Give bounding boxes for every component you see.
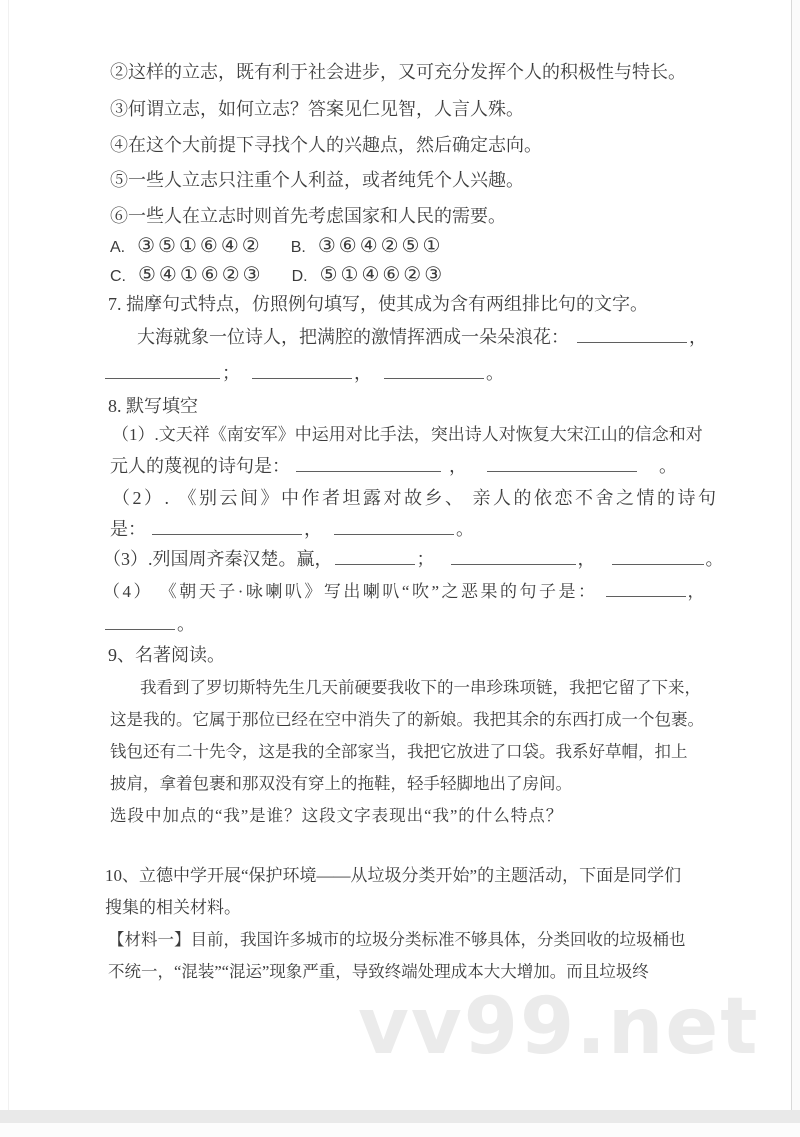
punctuation: 。 [659, 456, 677, 476]
answer-blank [335, 549, 415, 565]
answer-blank [384, 363, 484, 379]
q8-item2-line1: （2）. 《别云间》中作者坦露对故乡、 亲人的依恋不舍之情的诗句 [112, 488, 719, 508]
q8-item1-line1: （1）.文天祥《南安军》中运用对比手法，突出诗人对恢复大宋江山的信念和对 [112, 425, 703, 444]
punctuation: 。 [486, 363, 504, 383]
q9-passage-line-3: 钱包还有二十先令，这是我的全部家当，我把它放进了口袋。我系好草帽，扣上 [110, 742, 688, 761]
punctuation: 。 [177, 614, 195, 634]
page-right-edge [791, 0, 792, 1137]
q8-item2-lead: 是： [110, 519, 146, 539]
option-a-label: A. [110, 239, 126, 256]
answer-blank [612, 549, 704, 565]
q9-question: 选段中加点的“我”是谁？这段文字表现出“我”的什么特点？ [110, 806, 564, 825]
punctuation: ， [687, 582, 708, 601]
q7-example-text: 大海就象一位诗人，把满腔的激情挥洒成一朵朵浪花： [137, 327, 569, 347]
page-right-gutter [792, 0, 800, 1137]
answer-blank [252, 363, 352, 379]
answer-blank [152, 519, 302, 535]
punctuation: 。 [456, 519, 474, 539]
option-a-sequence: ③⑤①⑥④② [137, 233, 263, 257]
material-1-line-2: 不统一，“混装”“混运”现象严重，导致终端处理成本大大增加。而且垃圾终 [108, 962, 649, 981]
q8-item1-lead: 元人的蔑视的诗句是： [110, 456, 290, 476]
option-row-cd [110, 262, 445, 287]
q9-title: 9、名著阅读。 [108, 645, 225, 665]
punctuation: ， [449, 456, 467, 476]
q8-item4-line2 [103, 614, 195, 636]
page-left-edge [8, 0, 9, 1137]
q8-item1-line2 [110, 456, 677, 478]
punctuation: ， [689, 327, 707, 347]
option-b-sequence: ③⑥④②⑤① [317, 233, 444, 257]
q8-title: 8. 默写填空 [108, 396, 198, 416]
punctuation: ， [354, 363, 372, 383]
q9-passage-line-1: 我看到了罗切斯特先生几天前硬要我收下的一串珍珠项链，我把它留了下来， [140, 678, 701, 697]
q9-passage-line-4: 披肩，拿着包裹和那双没有穿上的拖鞋，轻手轻脚地出了房间。 [110, 774, 572, 793]
punctuation: ； [222, 363, 240, 383]
option-row-ab [110, 233, 443, 258]
q10-intro-line-1: 10、立德中学开展“保护环境——从垃圾分类开始”的主题活动，下面是同学们 [105, 866, 682, 885]
option-b-label: B. [290, 239, 306, 256]
numbered-statement-2: ②这样的立志，既有利于社会进步，又可充分发挥个人的积极性与特长。 [110, 62, 686, 82]
answer-blank [577, 327, 687, 343]
material-1-line-1: 【材料一】目前，我国许多城市的垃圾分类标准不够具体，分类回收的垃圾桶也 [108, 930, 686, 949]
answer-blank [105, 363, 220, 379]
q7-blank-line [103, 363, 504, 385]
answer-blank [451, 549, 576, 565]
q9-passage-line-2: 这是我的。它属于那位已经在空中消失了的新娘。我把其余的东西打成一个包裹。 [110, 710, 704, 729]
numbered-statement-6: ⑥一些人在立志时则首先考虑国家和人民的需要。 [110, 206, 506, 226]
punctuation: ， [577, 549, 596, 569]
numbered-statement-5: ⑤一些人立志只注重个人利益，或者纯凭个人兴趣。 [110, 170, 524, 190]
q7-example-line [137, 327, 707, 349]
option-d-sequence: ⑤①④⑥②③ [319, 262, 446, 286]
option-c-label: C. [110, 268, 126, 285]
q8-item3-lead: （3）.列国周齐秦汉楚。赢， [103, 549, 333, 569]
answer-blank [334, 519, 454, 535]
q8-item4-line1 [103, 581, 707, 602]
answer-blank [105, 614, 175, 630]
q7-prompt: 7. 揣摩句式特点，仿照例句填写，使其成为含有两组排比句的文字。 [108, 294, 648, 314]
site-watermark: vv99.net [358, 982, 760, 1072]
answer-blank [487, 456, 637, 472]
punctuation: 。 [705, 549, 724, 569]
q8-item3-line [103, 549, 724, 571]
punctuation: ， [304, 519, 322, 539]
q8-item4-lead: （4） 《朝天子·咏喇叭》写出喇叭“吹”之恶果的句子是： [103, 582, 598, 601]
punctuation: ； [416, 549, 435, 569]
q8-item2-line2 [110, 519, 474, 541]
q10-intro-line-2: 搜集的相关材料。 [105, 898, 241, 917]
option-c-sequence: ⑤④①⑥②③ [138, 262, 264, 286]
answer-blank [606, 581, 686, 597]
answer-blank [296, 456, 441, 472]
page-bottom-edge [0, 1110, 800, 1123]
numbered-statement-3: ③何谓立志，如何立志？答案见仁见智，人言人殊。 [110, 99, 524, 119]
next-page-gap [0, 1123, 800, 1137]
numbered-statement-4: ④在这个大前提下寻找个人的兴趣点，然后确定志向。 [110, 135, 542, 155]
option-d-label: D. [291, 268, 308, 285]
